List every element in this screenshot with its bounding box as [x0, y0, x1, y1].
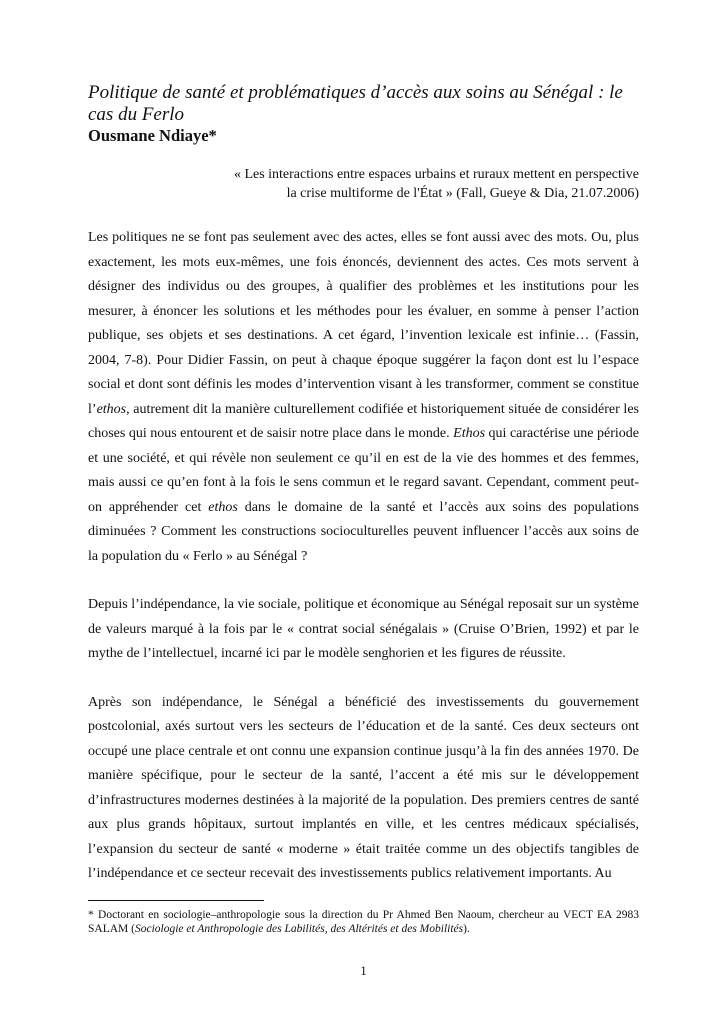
footnote-divider — [88, 900, 264, 901]
text-segment: Les politiques ne se font pas seulement avec des actes, elles se font aussi avec des mots. Ou, plus exactement, les mots eux-mêmes, une fois énoncés, deviennent des actes. Ces mots servent à désigner des individus ou des groupes, à qualifier des problèmes et les institutions pour les mesurer, à énoncer les solutions et les méthodes pour les évaluer, en somme à penser l’action publique, ses objets et ses destinations. A cet égard, l’invention lexicale est infinie… (Fassin, 2004, 7-8). Pour Didier Fassin, on peut à chaque époque suggérer la façon dont est lu l’espace social et dont sont définis les modes d’intervention visant à les transformer, comment se constitue l’ — [88, 230, 639, 417]
italic-text: Ethos — [453, 426, 486, 441]
epigraph — [169, 165, 639, 203]
text-segment: dans le domaine de la santé et l’accès aux soins des populations diminuées ? Comment les constructions socioculturelles peuvent influencer l’accès aux soins de la population du « Ferlo » au Sénégal ? — [88, 499, 640, 564]
epigraph-line-2: la crise multiforme de l'État » (Fall, Gueye & Dia, 21.07.2006) — [286, 186, 639, 201]
text-segment: * Doctorant en sociologie–anthropologie sous la direction du Pr Ahmed Ben Naoum, chercheur au VECT EA 2983 SALAM ( — [88, 909, 639, 935]
author-name: Ousmane Ndiaye* — [88, 126, 217, 145]
text-segment: Depuis l’indépendance, la vie sociale, politique et économique au Sénégal reposait sur un système de valeurs marqué à la fois par le « contrat social sénégalais » (Cruise O’Brien, 1992) et par le mythe de l’intellectuel, incarné ici par le modèle senghorien et les figures de réussite. — [88, 597, 639, 661]
paragraph — [88, 691, 639, 887]
document-title: Politique de santé et problématiques d’accès aux soins au Sénégal : le cas du Ferlo — [88, 82, 623, 125]
text-segment: qui caractérise une période et une société, et qui révèle non seulement ce qu’il en est de la vie des hommes et des femmes, mais aussi ce qu’en font à la fois le sens commun et le regard savant. Cependant, comment peut-on appréhender cet — [88, 426, 639, 515]
italic-text: ethos — [96, 401, 127, 417]
page-number: 1 — [360, 963, 367, 978]
body-text — [88, 226, 639, 911]
text-segment: ). — [463, 923, 470, 935]
text-segment: , autrement dit la manière culturellement codifiée et historiquement située de considérer les choses qui nous entourent et de saisir notre place dans le monde. — [88, 401, 639, 441]
italic-text: Sociologie et Anthropologie des Labilités, des Altérités et des Mobilités — [134, 923, 464, 935]
epigraph-line-1: « Les interactions entre espaces urbains et ruraux mettent en perspective — [233, 167, 639, 182]
footnote — [88, 908, 639, 936]
italic-text: ethos — [208, 499, 238, 515]
text-segment: Après son indépendance, le Sénégal a bénéficié des investissements du gouvernement postcolonial, axés surtout vers les secteurs de l’éducation et de la santé. Ces deux secteurs ont occupé une place centrale et ont connu une expansion continue jusqu’à la fin des années 1970. De manière spécifique, pour le secteur de la santé, l’accent a été mis sur le développement d’infrastructures modernes destinées à la majorité de la population. Des premiers centres de santé aux plus grands hôpitaux, surtout implantés en ville, et les centres médicaux spécialisés, l’expansion du secteur de santé « moderne » était traitée comme un des objectifs tangibles de l’indépendance et ce secteur recevait des investissements publics relativement importants. Au — [88, 694, 639, 881]
paragraph — [88, 593, 639, 667]
paragraph — [88, 226, 639, 569]
